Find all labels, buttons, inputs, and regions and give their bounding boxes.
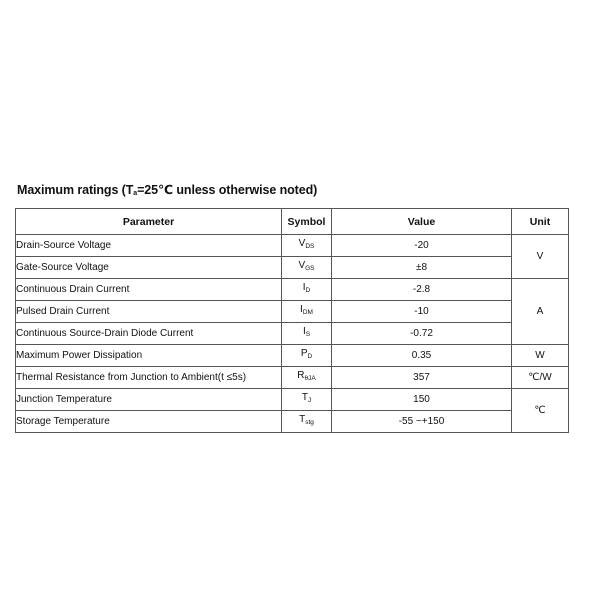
symbol-letter: V: [298, 260, 306, 271]
symbol-subscript: D: [305, 287, 311, 294]
parameter-cell: Maximum Power Dissipation: [16, 345, 282, 367]
parameter-cell: Storage Temperature: [16, 411, 282, 433]
unit-cell: W: [512, 345, 569, 367]
value-cell: -20: [332, 235, 512, 257]
symbol-cell: [282, 367, 332, 389]
title-prefix: Maximum ratings (T: [17, 183, 134, 197]
title-suffix: =25℃ unless otherwise noted): [137, 183, 318, 197]
table-row: [16, 367, 569, 389]
header-row: [16, 209, 569, 235]
header-unit: Unit: [512, 209, 569, 235]
symbol-letter: P: [300, 348, 308, 359]
symbol-letter: I: [300, 304, 303, 315]
value-cell: 150: [332, 389, 512, 411]
symbol-subscript: GS: [305, 265, 315, 272]
symbol-subscript: S: [305, 331, 311, 338]
value-cell: -0.72: [332, 323, 512, 345]
table-row: [16, 279, 569, 301]
symbol-cell: [282, 411, 332, 433]
title-subscript: a: [133, 190, 138, 197]
symbol-letter: T: [299, 414, 306, 425]
unit-cell: A: [512, 279, 569, 345]
symbol-subscript: DS: [305, 243, 315, 250]
table-row: [16, 235, 569, 257]
header-symbol: Symbol: [282, 209, 332, 235]
header-value: Value: [332, 209, 512, 235]
symbol-cell: [282, 345, 332, 367]
value-cell: -10: [332, 301, 512, 323]
unit-cell: V: [512, 235, 569, 279]
symbol-cell: [282, 235, 332, 257]
table-title: [17, 182, 317, 197]
symbol-letter: R: [297, 370, 305, 381]
symbol-subscript: θJA: [304, 375, 316, 382]
table-row: [16, 345, 569, 367]
symbol-cell: [282, 323, 332, 345]
value-cell: ±8: [332, 257, 512, 279]
symbol-cell: [282, 389, 332, 411]
table-row: [16, 411, 569, 433]
table-row: [16, 257, 569, 279]
unit-cell: ℃: [512, 389, 569, 433]
parameter-cell: Gate-Source Voltage: [16, 257, 282, 279]
symbol-letter: V: [298, 238, 306, 249]
parameter-cell: Pulsed Drain Current: [16, 301, 282, 323]
symbol-letter: T: [301, 392, 308, 403]
symbol-subscript: J: [307, 397, 312, 404]
unit-cell: ℃/W: [512, 367, 569, 389]
header-parameter: Parameter: [16, 209, 282, 235]
symbol-subscript: stg: [305, 419, 314, 426]
parameter-cell: Junction Temperature: [16, 389, 282, 411]
parameter-cell: Drain-Source Voltage: [16, 235, 282, 257]
value-cell: -2.8: [332, 279, 512, 301]
value-cell: 357: [332, 367, 512, 389]
table-row: [16, 389, 569, 411]
symbol-subscript: D: [307, 353, 313, 360]
symbol-cell: [282, 301, 332, 323]
table-row: [16, 301, 569, 323]
symbol-letter: I: [302, 282, 306, 293]
symbol-subscript: DM: [302, 309, 313, 316]
maximum-ratings-table: [15, 208, 569, 433]
symbol-letter: I: [302, 326, 306, 337]
symbol-cell: [282, 279, 332, 301]
value-cell: 0.35: [332, 345, 512, 367]
parameter-cell: Continuous Source-Drain Diode Current: [16, 323, 282, 345]
value-cell: -55 ~+150: [332, 411, 512, 433]
parameter-cell: Thermal Resistance from Junction to Ambient(t ≤5s): [16, 367, 282, 389]
table-row: [16, 323, 569, 345]
symbol-cell: [282, 257, 332, 279]
parameter-cell: Continuous Drain Current: [16, 279, 282, 301]
